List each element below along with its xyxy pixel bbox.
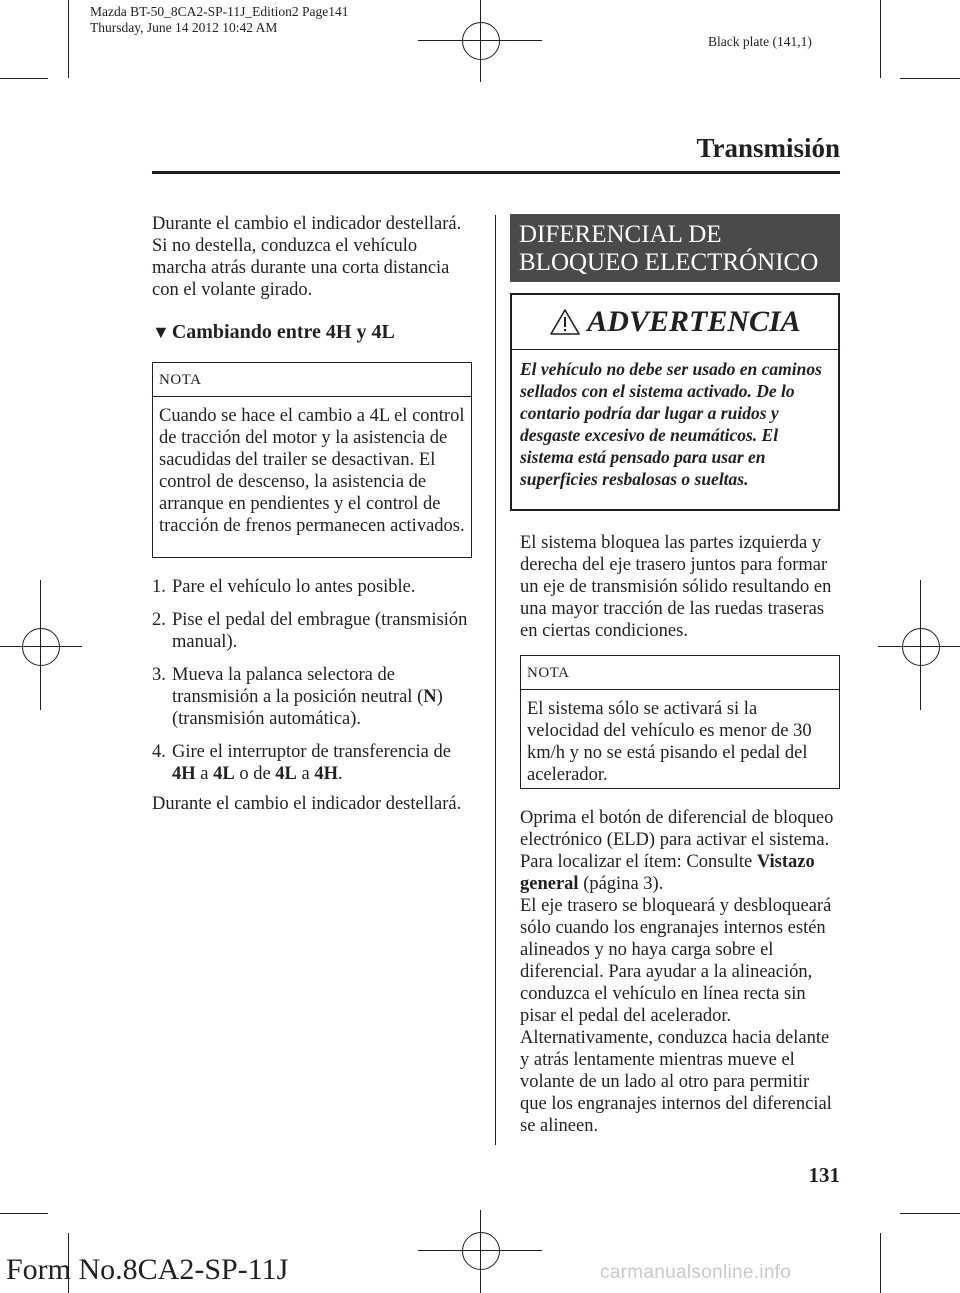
- step-number: 1.: [152, 577, 166, 597]
- paragraph-text: Oprima el botón de diferencial de bloqueo electrónico (ELD) para activar el sistema. Para localizar el ítem: Consulte: [520, 808, 834, 872]
- note-label: NOTA: [153, 363, 471, 397]
- note-text: Cuando se hace el cambio a 4L el control de tracción del motor y la asistencia de sacudidas del trailer se desactivan. El control de descenso, la asistencia de arranque en pendientes y el control de tracción de frenos permanecen activados.: [159, 406, 465, 536]
- warning-header: [512, 295, 838, 350]
- mode-4l: 4L: [275, 764, 297, 784]
- triangle-marker-icon: ▼: [152, 322, 170, 342]
- subheading-text: Cambiando entre 4H y 4L: [171, 321, 395, 343]
- list-item: [152, 576, 472, 598]
- step-text: Pise el pedal del embrague (transmisión manual).: [172, 610, 468, 652]
- step-text: Mueva la palanca selectora de transmisión a la posición neutral (: [172, 665, 424, 707]
- mode-4l: 4L: [213, 764, 235, 784]
- mode-4h: 4H: [314, 764, 338, 784]
- step-text: o de: [234, 764, 276, 784]
- note-box-left: [152, 362, 472, 558]
- subheading: [152, 321, 472, 344]
- list-item: [152, 741, 472, 785]
- list-item: [152, 664, 472, 730]
- list-item: [152, 609, 472, 653]
- section-title: Transmisión: [696, 133, 840, 163]
- watermark-text: carmanualsonline.info: [600, 1262, 792, 1283]
- note-box-right: [520, 655, 840, 789]
- section-banner: DIFERENCIAL DE BLOQUEO ELECTRÓNICO: [510, 214, 840, 282]
- note-text: El sistema sólo se activará si la velocidad del vehículo es menor de 30 km/h y no se está pisando el pedal del acelerador.: [527, 699, 812, 785]
- print-metadata-line-2: Thursday, June 14 2012 10:42 AM: [90, 20, 278, 35]
- print-metadata-line-1: Mazda BT-50_8CA2-SP-11J_Edition2 Page141: [90, 4, 349, 19]
- step-text: .: [338, 764, 343, 784]
- reference-link: Vistazo general: [520, 852, 815, 894]
- step-text: a: [296, 764, 315, 784]
- warning-triangle-icon: [549, 308, 581, 336]
- step-text: Gire el interruptor de transferencia de: [172, 742, 451, 762]
- step-number: 3.: [152, 665, 166, 685]
- column-divider: [495, 215, 496, 1145]
- page-number: 131: [808, 1163, 840, 1187]
- plate-label: Black plate (141,1): [708, 34, 812, 49]
- step-number: 2.: [152, 610, 166, 630]
- paragraph-system: El sistema bloquea las partes izquierda y derecha del eje trasero juntos para formar un eje de transmisión sólido resultando en una mayor tracción de las ruedas traseras en ciertas condiciones.: [520, 533, 832, 641]
- intro-paragraph: Durante el cambio el indicador destellará. Si no destella, conduzca el vehículo marcha atrás durante una corta distancia con el volante girado.: [152, 214, 462, 300]
- print-metadata: [90, 4, 349, 36]
- neutral-position: N: [423, 687, 437, 707]
- step-text: Pare el vehículo lo antes posible.: [172, 577, 416, 597]
- paragraph-text: (página 3).: [578, 874, 664, 894]
- warning-text: El vehículo no debe ser usado en caminos sellados con el sistema activado. De lo contario podría dar lugar a ruidos y desgaste excesivo de neumáticos. El sistema está pensado para usar en superficies resbalosas o sueltas.: [520, 359, 822, 489]
- step-text: ) (transmisión automática).: [172, 687, 443, 729]
- step-number: 4.: [152, 742, 166, 762]
- form-number: Form No.8CA2-SP-11J: [6, 1253, 289, 1286]
- warning-box: [510, 293, 840, 511]
- title-rule: [152, 171, 840, 174]
- paragraph-button: [520, 807, 840, 895]
- closing-paragraph: Durante el cambio el indicador destellará.: [152, 794, 462, 814]
- mode-4h: 4H: [172, 764, 196, 784]
- step-text: a: [195, 764, 214, 784]
- steps-list: [152, 576, 472, 796]
- paragraph-alignment: El eje trasero se bloqueará y desbloqueará sólo cuando los engranajes internos estén alineados y no haya carga sobre el diferencial. Para ayudar a la alineación, conduzca el vehículo en línea recta sin pisar el pedal del acelerador. Alternativamente, conduzca hacia delante y atrás lentamente mientras mueve el volante de un lado al otro para permitir que los engranajes internos del diferencial se alineen.: [520, 896, 832, 1136]
- note-label: NOTA: [521, 656, 839, 690]
- warning-title: ADVERTENCIA: [587, 305, 801, 338]
